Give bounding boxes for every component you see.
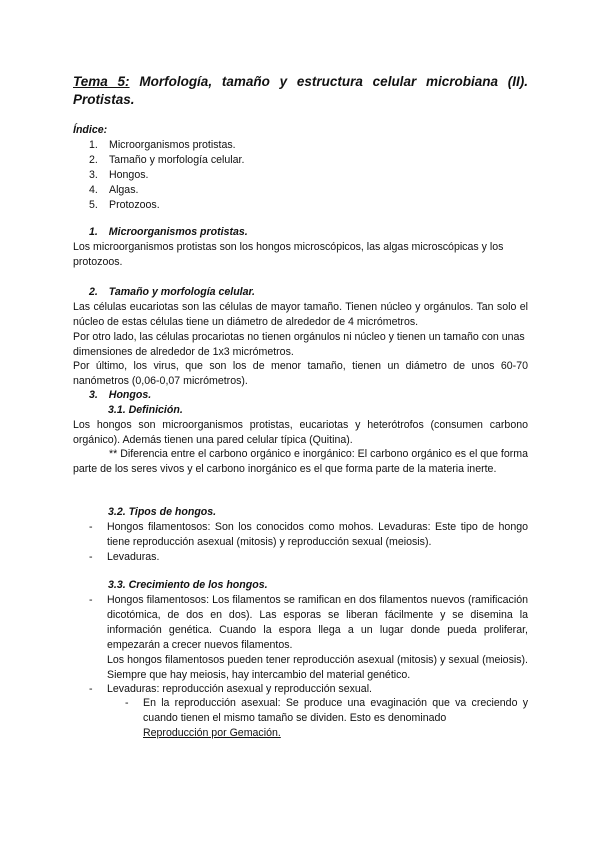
section-1-paragraph: Los microorganismos protistas son los hongos microscópicos, las algas microscópicas y los protozoos. — [73, 241, 504, 268]
index-item — [73, 183, 528, 198]
section-1-heading — [89, 225, 489, 240]
index-heading: Índice: — [73, 124, 108, 136]
index-section — [73, 123, 528, 213]
subsection-3-1-heading: 3.1. Definición. — [108, 404, 183, 416]
tema-label: Tema 5: — [73, 74, 130, 89]
tipos-list-item — [89, 550, 528, 565]
index-item-number: 1. — [89, 139, 98, 151]
tipos-item-text: Levaduras. — [107, 551, 160, 563]
subsection-3-3-heading: 3.3. Crecimiento de los hongos. — [108, 579, 268, 591]
section-3-heading — [89, 388, 489, 403]
index-item — [73, 153, 528, 168]
asexual-sublist-item — [125, 696, 528, 741]
asexual-reproduction-text — [143, 696, 528, 726]
index-item-text: Algas. — [109, 184, 139, 196]
title-text: Morfología, tamaño y estructura celular microbiana (II). Protistas. — [73, 74, 528, 107]
section-number: 2. — [89, 286, 98, 298]
dash-bullet: - — [89, 551, 93, 563]
section-2-heading — [89, 285, 489, 300]
section-2-paragraph-2: Por otro lado, las células procariotas no tienen orgánulos ni núcleo y tienen un tamaño con unas dimensiones de alrededor de 1x3 micrómetros. — [73, 331, 525, 358]
gemacion-line — [143, 726, 528, 741]
index-item — [73, 198, 528, 213]
definition-paragraph: Los hongos son microorganismos protistas, eucariotas y heterótrofos (consumen carbono orgánico). Además tienen una pared celular típica (Quitina). — [73, 419, 528, 446]
carbon-note-paragraph: ** Diferencia entre el carbono orgánico e inorgánico: El carbono orgánico es el que forma parte de los seres vivos y el carbono inorgánico es el que forma parte de la materia inerte. — [73, 448, 528, 475]
section-number: 1. — [89, 226, 98, 238]
index-item-text: Hongos. — [109, 169, 149, 181]
index-item-number: 2. — [89, 154, 98, 166]
index-item — [73, 138, 528, 153]
filamentosos-text: Hongos filamentosos: Los filamentos se ramifican en dos filamentos nuevos (ramificación dicotómica, de dos en dos). Las esporas se liberan fácilmente y se disemina la información genética. Cuando la espora llega a un lugar donde pueda proliferar, empezarán a crecer nuevos filamentos. — [107, 594, 528, 651]
section-title: Hongos. — [108, 389, 152, 401]
crecimiento-list-item — [89, 593, 528, 683]
dash-bullet: - — [125, 697, 129, 709]
subsection-3-2-heading: 3.2. Tipos de hongos. — [108, 506, 217, 518]
index-item — [73, 168, 528, 183]
tipos-list-item — [89, 520, 528, 550]
document-title — [73, 73, 528, 109]
section-number: 3. — [89, 389, 98, 401]
tipos-item-text: Hongos filamentosos: Son los conocidos como mohos. Levaduras: Este tipo de hongo tiene reproducción asexual (mitosis) y reproducción sexual (meiosis). — [107, 521, 528, 548]
levaduras-text: Levaduras: reproducción asexual y reproducción sexual. — [107, 683, 372, 695]
section-2-paragraph-3: Por último, los virus, que son los de menor tamaño, tienen un diámetro de unos 60-70 nanómetros (0,06-0,07 micrómetros). — [73, 360, 528, 387]
crecimiento-list-item — [89, 682, 528, 697]
index-item-number: 4. — [89, 184, 98, 196]
filamentosos-reproduction-text: Los hongos filamentosos pueden tener reproducción asexual (mitosis) y sexual (meiosis). Siempre que hay meiosis, hay intercambio del material genético. — [107, 654, 528, 681]
section-2-paragraph-1: Las células eucariotas son las células de mayor tamaño. Tienen núcleo y orgánulos. Tan solo el núcleo de estas células tiene un diámetro de alrededor de 4 micrómetros. — [73, 301, 528, 328]
index-item-text: Microorganismos protistas. — [109, 139, 236, 151]
section-title: Microorganismos protistas. — [108, 226, 248, 238]
gemacion-term: Reproducción por Gemación. — [143, 727, 281, 739]
asexual-text: En la reproducción asexual: Se produce una evaginación que va creciendo y cuando tienen el mismo tamaño se dividen. Esto es denominado — [143, 697, 528, 724]
index-item-number: 3. — [89, 169, 98, 181]
index-item-number: 5. — [89, 199, 98, 211]
index-item-text: Protozoos. — [109, 199, 160, 211]
section-title: Tamaño y morfología celular. — [108, 286, 255, 298]
dash-bullet: - — [89, 521, 93, 533]
dash-bullet: - — [89, 594, 93, 606]
index-item-text: Tamaño y morfología celular. — [109, 154, 245, 166]
dash-bullet: - — [89, 683, 93, 695]
